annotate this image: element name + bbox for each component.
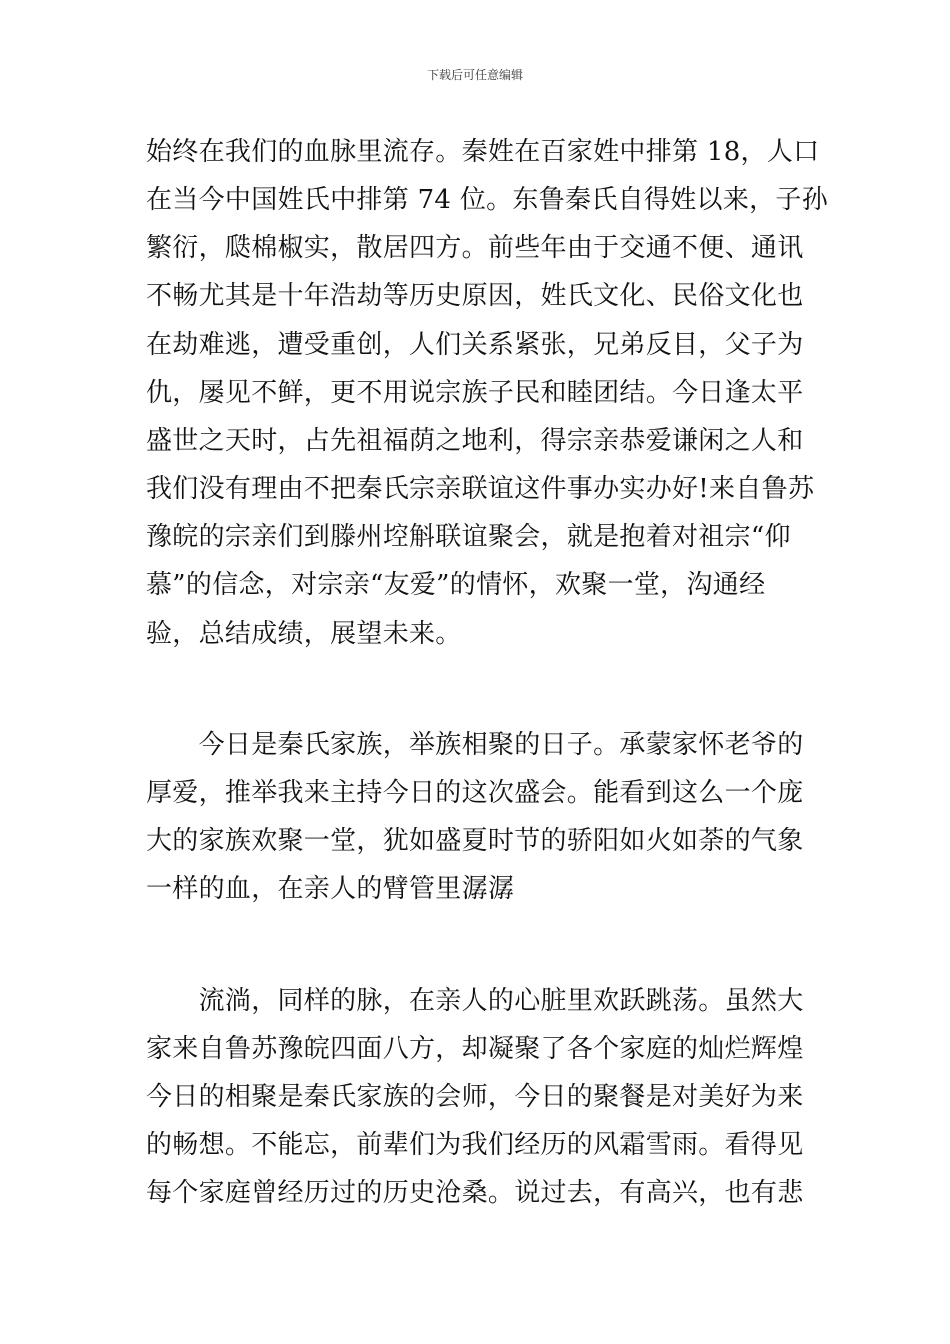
- page-header: 下载后可任意编辑: [426, 68, 523, 82]
- paragraph-1-line-5: 在劫难逃，遭受重创，人们关系紧张，兄弟反目，父子为: [146, 330, 804, 360]
- paragraph-1-line-7: 盛世之天时，占先祖福荫之地利，得宗亲恭爱谦闲之人和: [146, 426, 804, 456]
- paragraph-1-line-8: 我们没有理由不把秦氏宗亲联谊这件事办实办好!来自鲁苏: [146, 474, 815, 504]
- paragraph-3-line-1: 流淌，同样的脉，在亲人的心脏里欢跃跳荡。虽然大: [146, 986, 804, 1016]
- paragraph-3-line-4: 的畅想。不能忘，前辈们为我们经历的风霜雪雨。看得见: [146, 1130, 804, 1160]
- paragraph-2-line-2: 厚爱，推举我来主持今日的这次盛会。能看到这么一个庞: [146, 778, 804, 808]
- paragraph-2-line-3: 大的家族欢聚一堂，犹如盛夏时节的骄阳如火如荼的气象: [146, 826, 804, 856]
- paragraph-1-line-4: 不畅尤其是十年浩劫等历史原因，姓氏文化、民俗文化也: [146, 281, 804, 311]
- paragraph-3-line-2: 家来自鲁苏豫皖四面八方，却凝聚了各个家庭的灿烂辉煌: [146, 1034, 804, 1064]
- paragraph-2-line-1: 今日是秦氏家族，举族相聚的日子。承蒙家怀老爷的: [146, 730, 804, 760]
- paragraph-1-line-1: 始终在我们的血脉里流存。秦姓在百家姓中排第 18，人口: [146, 137, 820, 167]
- paragraph-1-line-6: 仇，屡见不鲜，更不用说宗族子民和睦团结。今日逢太平: [146, 378, 804, 408]
- paragraph-1-line-10: 慕”的信念，对宗亲“友爱”的情怀，欢聚一堂，沟通经: [146, 570, 766, 600]
- paragraph-1-line-3: 繁衍，瓞棉椒实，散居四方。前些年由于交通不便、通讯: [146, 233, 804, 263]
- paragraph-1-line-11: 验，总结成绩，展望未来。: [146, 619, 462, 649]
- paragraph-2-line-4: 一样的血，在亲人的臂管里潺潺: [146, 874, 515, 904]
- paragraph-3-line-3: 今日的相聚是秦氏家族的会师，今日的聚餐是对美好为来: [146, 1082, 804, 1112]
- paragraph-3-line-5: 每个家庭曾经历过的历史沧桑。说过去，有高兴，也有悲: [146, 1178, 804, 1208]
- paragraph-1-line-2: 在当今中国姓氏中排第 74 位。东鲁秦氏自得姓以来，子孙: [146, 185, 829, 215]
- paragraph-1-line-9: 豫皖的宗亲们到滕州埪斛联谊聚会，就是抱着对祖宗“仰: [146, 522, 791, 552]
